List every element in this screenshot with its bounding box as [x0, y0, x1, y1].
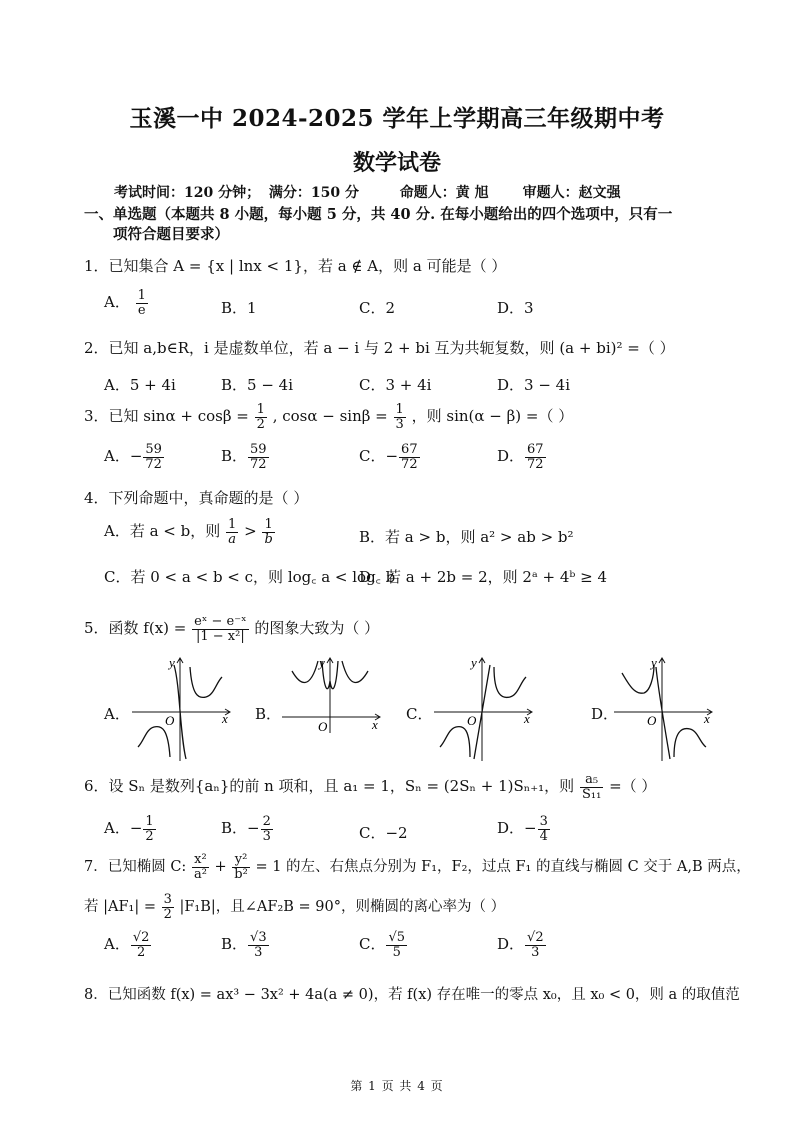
q3-option-c [359, 443, 421, 471]
q7-fraction-y [232, 853, 250, 881]
full-score: 满分：150 分 [268, 185, 359, 201]
q4-a-fraction-1 [226, 518, 238, 546]
origin-label: O [165, 713, 175, 728]
origin-label: O [647, 713, 657, 728]
q3-d-num: 67 [527, 442, 544, 457]
q7-plus: + [214, 859, 227, 876]
q3-a-num: 59 [145, 442, 162, 457]
q7-b-label: B． [221, 935, 248, 954]
question-7-line2 [84, 893, 505, 921]
q7-fraction-x [192, 853, 209, 881]
q4-a-f2-num: 1 [262, 518, 274, 533]
question-setter: 命题人：黄 旭 [399, 185, 489, 201]
q3-d-label: D． [497, 447, 525, 466]
q3-stem-part2: , cosα − sinβ = [272, 407, 388, 426]
q5-option-d-label: D． [591, 705, 619, 723]
q7-a-fraction [131, 931, 152, 959]
curve-left [138, 727, 170, 757]
question-8-stem: 8．已知函数 f(x) = ax³ − 3x² + 4a(a ≠ 0)，若 f(x) 存在唯一的零点 x₀，且 x₀ < 0，则 a 的取值范 [84, 987, 740, 1003]
question-5-stem [84, 615, 379, 643]
reviewer: 审题人：赵文强 [522, 185, 621, 201]
q3-d-fraction [525, 443, 546, 471]
q3-f2-den: 3 [395, 416, 404, 432]
q5-function-fraction [192, 615, 248, 643]
q3-fraction-2 [394, 403, 406, 431]
q5-stem-part2: 的图象大致为（ ） [254, 619, 380, 638]
q1-a-num: 1 [137, 288, 146, 303]
q7-option-b [221, 931, 270, 959]
y-label: y [651, 655, 657, 670]
q7-c-fraction [386, 931, 407, 959]
q3-f2-num: 1 [395, 402, 404, 417]
q6-d-den: 4 [539, 828, 548, 844]
curve-middle [656, 667, 670, 759]
q6-a-fraction [143, 815, 155, 843]
q1-a-den: e [137, 302, 146, 318]
q7-a-den: 2 [136, 944, 146, 960]
q6-num: a₅ [580, 773, 603, 788]
section-heading: 一、单选题（本题共 8 小题，每小题 5 分，共 40 分. 在每小题给出的四个选项中，只有一 [84, 206, 673, 223]
q2-option-d: D．3 − 4i [497, 376, 571, 394]
q6-b-den: 3 [262, 828, 271, 844]
q1-option-a [104, 289, 149, 317]
q7-line2-part2: |F₁B|，且∠AF₂B = 90°，则椭圆的离心率为（ ） [179, 899, 506, 916]
q7-stem-part2: = 1 的左、右焦点分别为 F₁，F₂，过点 F₁ 的直线与椭圆 C 交于 A,B 两点， [255, 859, 751, 876]
q7-y-num: y² [232, 853, 250, 868]
q7-d-den: 3 [531, 944, 540, 960]
q6-b-fraction [261, 815, 273, 843]
q4-a-text: A．若 a < b，则 [104, 522, 221, 541]
q7-l2-num: 3 [163, 892, 172, 907]
x-label: x [222, 711, 228, 726]
curve-left [622, 665, 654, 693]
q1-option-a-fraction [136, 289, 148, 317]
q5-graph-c [432, 655, 537, 763]
q4-a-fraction-2 [262, 518, 274, 546]
q3-fraction-1 [255, 403, 267, 431]
y-label: y [319, 655, 325, 670]
q7-line2-fraction [162, 893, 174, 921]
q6-a-den: 2 [145, 828, 154, 844]
q2-option-c: C．3 + 4i [359, 376, 432, 394]
q5-option-a-label: A． [104, 705, 130, 723]
q7-line2-part1: 若 |AF₁| = [84, 899, 156, 916]
q6-stem-part1: 6．设 Sₙ 是数列{aₙ}的前 n 项和，且 a₁ = 1，Sₙ = (2Sₙ + 1)Sₙ₊₁，则 [84, 777, 575, 796]
q7-a-num: √2 [132, 930, 150, 945]
y-label: y [471, 655, 477, 670]
q4-a-gt: > [244, 522, 257, 541]
question-1-stem: 1．已知集合 A = {x | lnx < 1}，若 a ∉ A，则 a 可能是（ ） [84, 257, 507, 275]
question-4-stem: 4．下列命题中，真命题的是（ ） [84, 489, 309, 507]
q7-d-label: D． [497, 935, 525, 954]
q3-d-den: 72 [527, 456, 544, 472]
question-3-stem [84, 403, 573, 431]
q7-c-num: √5 [388, 930, 406, 945]
curve-right [342, 661, 368, 683]
q3-f1-den: 2 [256, 416, 265, 432]
q4-option-a [104, 518, 276, 546]
exam-subtitle: 数学试卷 [352, 150, 441, 176]
q3-option-b [221, 443, 270, 471]
q6-a-num: 1 [145, 814, 154, 829]
q3-c-label: C．− [359, 447, 399, 466]
q4-a-f1-num: 1 [228, 517, 237, 532]
curve-right [674, 729, 706, 757]
exam-title: 玉溪一中 2024-2025 学年上学期高三年级期中考 [129, 105, 665, 132]
q3-stem-part1: 3．已知 sinα + cosβ = [84, 407, 249, 426]
q7-x-den: a² [193, 866, 207, 882]
q6-a-label: A．− [104, 819, 143, 838]
exam-info [114, 182, 621, 202]
q6-option-c: C．−2 [359, 824, 408, 842]
q3-b-num: 59 [250, 442, 267, 457]
q3-b-label: B． [221, 447, 248, 466]
q1-option-d: D．3 [497, 299, 534, 317]
q7-a-label: A． [104, 935, 130, 954]
q4-option-d: D．若 a + 2b = 2，则 2ᵃ + 4ᵇ ≥ 4 [359, 568, 608, 586]
page-number: 第 1 页 共 4 页 [350, 1079, 444, 1093]
q4-option-c: C．若 0 < a < b < c，则 log꜀ a < log꜀ b [104, 568, 396, 586]
q7-d-num: √2 [527, 930, 544, 945]
q3-a-label: A．− [104, 447, 143, 466]
q6-den: S₁₁ [581, 786, 602, 802]
q7-b-fraction [248, 931, 269, 959]
q6-fraction [580, 773, 603, 801]
q5-option-c-label: C． [406, 705, 433, 723]
q1-option-a-label: A． [104, 293, 130, 312]
q3-b-fraction [248, 443, 269, 471]
q3-c-fraction [399, 443, 420, 471]
x-label: x [704, 711, 710, 726]
curve-right [494, 667, 526, 697]
q3-option-d [497, 443, 547, 471]
q5-option-b-label: B． [255, 705, 282, 723]
q7-option-c [359, 931, 408, 959]
q6-d-label: D．− [497, 819, 537, 838]
q6-d-fraction [538, 815, 550, 843]
q7-c-label: C． [359, 935, 386, 954]
q4-option-b: B．若 a > b，则 a² > ab > b² [359, 528, 574, 546]
origin-label: O [467, 713, 477, 728]
q6-d-num: 3 [539, 814, 548, 829]
q6-stem-part2: =（ ） [609, 777, 657, 796]
q5-f-den: |1 − x²| [196, 628, 245, 644]
curve-right [190, 667, 222, 697]
q3-c-den: 72 [401, 456, 418, 472]
exam-time: 考试时间：120 分钟； [114, 185, 261, 201]
q7-x-num: x² [192, 853, 209, 868]
q5-f-num: eˣ − e⁻ˣ [194, 614, 247, 629]
section-heading-cont: 项符合题目要求） [113, 226, 229, 243]
q4-a-f1-den: a [228, 531, 237, 547]
q7-d-fraction [525, 931, 546, 959]
q5-stem-part1: 5．函数 f(x) = [84, 619, 187, 638]
question-2-stem: 2．已知 a,b∈R，i 是虚数单位，若 a − i 与 2 + bi 互为共轭复数，则 (a + bi)² =（ ） [84, 339, 675, 357]
q6-b-num: 2 [262, 814, 271, 829]
q5-graph-d [612, 655, 717, 763]
y-label: y [169, 655, 175, 670]
q6-option-d [497, 815, 551, 843]
q1-option-c: C．2 [359, 299, 396, 317]
q3-stem-part3: ，则 sin(α − β) =（ ） [411, 407, 574, 426]
q3-a-fraction [143, 443, 164, 471]
q1-option-b: B．1 [221, 299, 257, 317]
q7-b-num: √3 [250, 930, 267, 945]
q5-graph-b [280, 655, 385, 735]
q7-stem-part1: 7．已知椭圆 C: [84, 859, 187, 876]
x-label: x [524, 711, 530, 726]
q7-c-den: 5 [392, 944, 401, 960]
q3-a-den: 72 [145, 456, 162, 472]
question-6-stem [84, 773, 656, 801]
x-label: x [372, 717, 378, 732]
q5-graph-a [130, 655, 235, 763]
q7-option-d [497, 931, 547, 959]
q7-option-a [104, 931, 152, 959]
q6-b-label: B．− [221, 819, 260, 838]
q2-option-b: B．5 − 4i [221, 376, 294, 394]
q3-b-den: 72 [250, 456, 267, 472]
q3-f1-num: 1 [256, 402, 265, 417]
q3-c-num: 67 [401, 442, 418, 457]
q4-a-f2-den: b [264, 531, 273, 547]
origin-label: O [318, 719, 328, 734]
q7-l2-den: 2 [163, 906, 172, 922]
q6-option-b [221, 815, 274, 843]
q7-b-den: 3 [254, 944, 263, 960]
curve-left [292, 661, 318, 683]
q2-option-a: A．5 + 4i [104, 376, 176, 394]
q7-y-den: b² [234, 866, 248, 882]
question-7-stem [84, 853, 751, 881]
curve-left [440, 727, 470, 757]
q3-option-a [104, 443, 165, 471]
q6-option-a [104, 815, 157, 843]
